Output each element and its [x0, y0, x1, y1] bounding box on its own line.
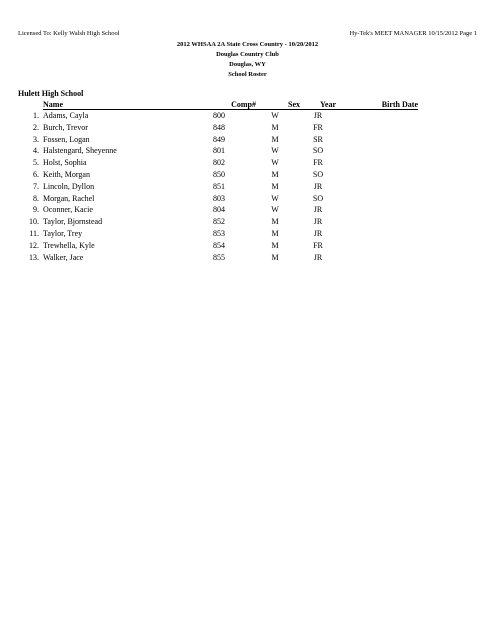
- table-row: [0, 193, 495, 205]
- row-number: 8.: [33, 193, 39, 203]
- meet-title: 2012 WHSAA 2A State Cross Country - 10/20/2012: [176, 41, 319, 48]
- athlete-sex: M: [271, 134, 279, 144]
- athlete-year: FR: [313, 122, 323, 132]
- athlete-name: Keith, Morgan: [43, 169, 90, 179]
- competitor-number: 848: [213, 122, 225, 132]
- athlete-name: Holst, Sophia: [43, 158, 87, 168]
- table-row: [0, 145, 495, 157]
- competitor-number: 804: [213, 205, 225, 215]
- athlete-name: Halstengard, Sheyenne: [43, 146, 117, 156]
- table-row: [0, 252, 495, 264]
- report-title: School Roster: [228, 71, 267, 78]
- competitor-number: 853: [213, 228, 225, 238]
- athlete-year: JR: [313, 205, 323, 215]
- row-number: 6.: [33, 169, 39, 179]
- table-row: [0, 240, 495, 252]
- competitor-number: 851: [213, 181, 225, 191]
- competitor-number: 803: [213, 193, 225, 203]
- row-number: 1.: [33, 111, 39, 120]
- athlete-name: Burch, Trevor: [43, 122, 88, 132]
- athlete-sex: W: [271, 146, 279, 156]
- athlete-sex: W: [271, 205, 279, 215]
- row-number: 13.: [29, 252, 39, 262]
- athlete-name: Morgan, Rachel: [43, 193, 95, 203]
- athlete-year: SO: [312, 146, 324, 156]
- athlete-sex: M: [271, 169, 279, 179]
- competitor-number: 802: [213, 158, 225, 168]
- athlete-sex: M: [271, 122, 279, 132]
- athlete-year: FR: [313, 158, 323, 168]
- column-header-name: Name: [43, 100, 198, 110]
- athlete-name: Taylor, Bjornstead: [43, 217, 103, 227]
- athlete-sex: M: [271, 252, 279, 262]
- table-row: [0, 110, 495, 122]
- row-number: 10.: [29, 217, 39, 227]
- venue-name: Douglas Country Club: [216, 51, 279, 58]
- athlete-name: Trewhella, Kyle: [43, 240, 95, 250]
- athlete-year: FR: [313, 240, 323, 250]
- table-row: [0, 204, 495, 216]
- athlete-year: SO: [312, 169, 324, 179]
- competitor-number: 854: [213, 240, 225, 250]
- athlete-year: SO: [312, 193, 324, 203]
- software-page-info: Hy-Tek's MEET MANAGER 10/15/2012 Page 1: [349, 30, 477, 37]
- athlete-name: Adams, Cayla: [43, 111, 89, 120]
- athlete-sex: M: [271, 240, 279, 250]
- competitor-number: 801: [213, 146, 225, 156]
- athlete-sex: M: [271, 217, 279, 227]
- table-row: [0, 169, 495, 181]
- license-text: Licensed To: Kelly Walsh High School: [18, 30, 120, 37]
- athlete-sex: W: [271, 193, 279, 203]
- competitor-number: 852: [213, 217, 225, 227]
- athlete-year: JR: [313, 111, 323, 120]
- column-header-birth-date: Birth Date: [356, 100, 418, 110]
- athlete-year: JR: [313, 228, 323, 238]
- athlete-name: Lincoln, Dyllon: [43, 181, 95, 191]
- athlete-sex: W: [271, 111, 279, 120]
- athlete-name: Walker, Jace: [43, 252, 84, 262]
- table-row: [0, 122, 495, 134]
- table-row: [0, 228, 495, 240]
- school-name: Hulett High School: [18, 89, 84, 98]
- venue-location: Douglas, WY: [229, 61, 266, 68]
- athlete-sex: M: [271, 228, 279, 238]
- athlete-sex: M: [271, 181, 279, 191]
- column-header-sex: Sex: [256, 100, 300, 110]
- athlete-year: JR: [313, 181, 323, 191]
- row-number: 12.: [29, 240, 39, 250]
- table-row: [0, 157, 495, 169]
- row-number: 2.: [33, 122, 39, 132]
- competitor-number: 849: [213, 134, 225, 144]
- athlete-name: Fossen, Logan: [43, 134, 90, 144]
- row-number: 7.: [33, 181, 39, 191]
- row-number: 4.: [33, 146, 39, 156]
- athlete-year: SR: [313, 134, 323, 144]
- row-number: 11.: [29, 228, 39, 238]
- athlete-sex: W: [271, 158, 279, 168]
- athlete-year: JR: [313, 252, 323, 262]
- competitor-number: 800: [213, 111, 225, 120]
- row-number: 9.: [33, 205, 39, 215]
- athlete-year: JR: [313, 217, 323, 227]
- athlete-name: Taylor, Trey: [43, 228, 83, 238]
- row-number: 3.: [33, 134, 39, 144]
- athlete-name: Oconner, Kacie: [43, 205, 93, 215]
- table-row: [0, 134, 495, 146]
- row-number: 5.: [33, 158, 39, 168]
- column-header-year: Year: [300, 100, 356, 110]
- table-row: [0, 181, 495, 193]
- column-header-comp: Comp#: [198, 100, 256, 110]
- table-row: [0, 216, 495, 228]
- competitor-number: 855: [213, 252, 225, 262]
- roster-table: [0, 110, 495, 263]
- competitor-number: 850: [213, 169, 225, 179]
